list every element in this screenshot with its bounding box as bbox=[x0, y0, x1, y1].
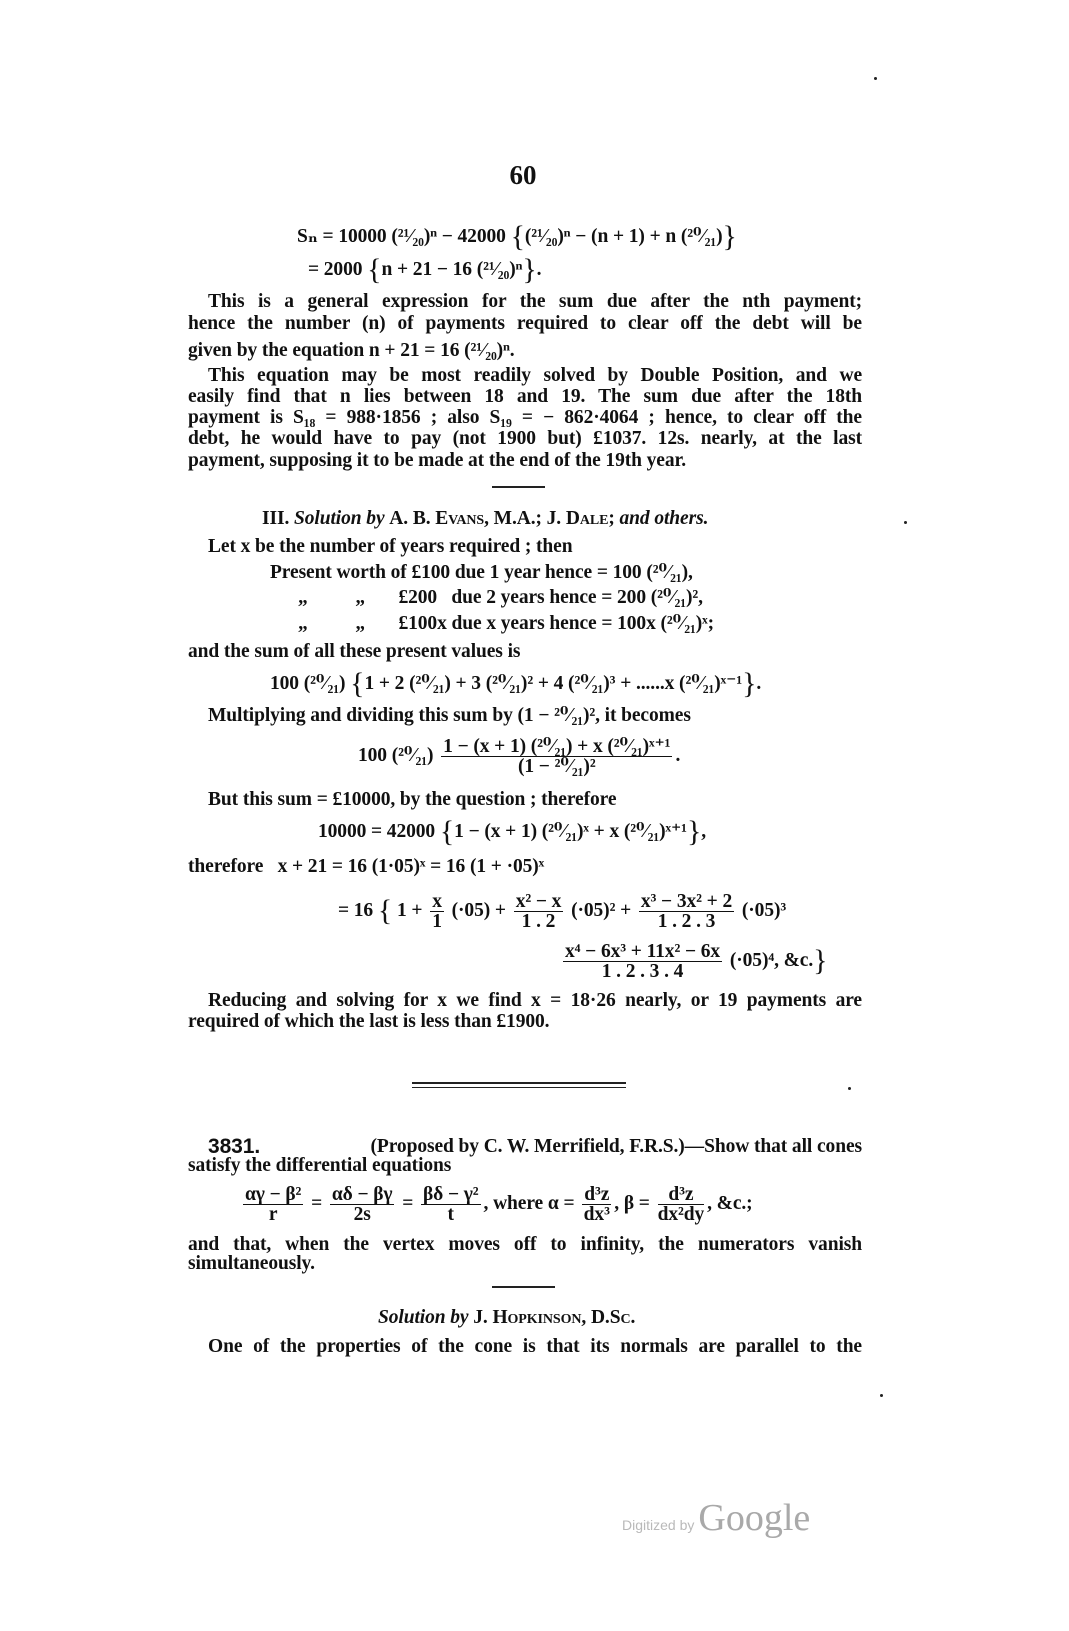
numerator: d³z bbox=[584, 1184, 610, 1205]
solution-number: III. bbox=[262, 508, 290, 529]
author: J. Hopkinson, D.Sc. bbox=[473, 1307, 636, 1328]
etc-text: , &c.; bbox=[707, 1192, 753, 1214]
eq2-brace: n + 21 − 16 (²¹⁄₂₀)ⁿ bbox=[381, 259, 523, 280]
solution-heading-hopkinson bbox=[378, 1307, 635, 1329]
page-number: 60 bbox=[509, 160, 537, 190]
fraction-prefix: 100 (²⁰⁄₂₁) bbox=[358, 744, 434, 766]
paragraph-line: hence the number (n) of payments required to clear off the debt will be bbox=[188, 313, 862, 334]
beta-text: , β = bbox=[614, 1192, 650, 1214]
equation-10000: 10000 = 42000 {1 − (x + 1) (²⁰⁄₂₁)ˣ + x (²⁰⁄₂₁)ˣ⁺¹}, bbox=[318, 815, 707, 848]
double-rule-bottom bbox=[412, 1087, 626, 1088]
eq-brace: 1 − (x + 1) (²⁰⁄₂₁)ˣ + x (²⁰⁄₂₁)ˣ⁺¹ bbox=[454, 821, 687, 842]
denominator: (1 − ²⁰⁄₂₁)² bbox=[517, 756, 596, 777]
paragraph-line: This equation may be most readily solved by Double Position, and we bbox=[208, 365, 862, 386]
eq-prefix: 10000 = 42000 bbox=[318, 821, 436, 842]
numerator: αγ − β² bbox=[245, 1184, 302, 1205]
paragraph-line: Reducing and solving for x we find x = 18·26 nearly, or 19 payments are bbox=[208, 990, 862, 1011]
paragraph-line: Multiplying and dividing this sum by (1 − ²⁰⁄₂₁)², it becomes bbox=[208, 705, 691, 726]
expansion-prefix: = 16 bbox=[338, 899, 374, 921]
scan-speck bbox=[880, 1394, 883, 1397]
paragraph-line: payment, supposing it to be made at the end of the 19th year. bbox=[188, 450, 687, 471]
paragraph-line: simultaneously. bbox=[188, 1253, 315, 1274]
paragraph-line: debt, he would have to pay (not 1900 but) £1037. 12s. nearly, at the last bbox=[188, 428, 862, 449]
present-worth-line: „ „ £100x due x years hence = 100x (²⁰⁄₂₁)ˣ; bbox=[298, 613, 715, 634]
solution-label: Solution by bbox=[378, 1307, 469, 1328]
others: and others. bbox=[619, 508, 709, 529]
numerator: 1 − (x + 1) (²⁰⁄₂₁) + x (²⁰⁄₂₁)ˣ⁺¹ bbox=[443, 736, 671, 757]
eq-sn-lhs: Sₙ = 10000 (²¹⁄₂₀)ⁿ − 42000 bbox=[297, 226, 506, 247]
scan-speck bbox=[848, 1087, 851, 1090]
question-number: 3831. bbox=[208, 1135, 261, 1158]
denominator: t bbox=[447, 1204, 454, 1225]
section-divider bbox=[492, 1286, 555, 1288]
term: (·05)³ bbox=[741, 899, 787, 921]
denominator: 1 . 2 . 3 bbox=[657, 911, 716, 932]
numerator: αδ − βγ bbox=[331, 1184, 393, 1205]
present-worth-line: „ „ £200 due 2 years hence = 200 (²⁰⁄₂₁)², bbox=[298, 587, 703, 608]
denominator: 1 bbox=[432, 911, 442, 932]
equation-sn: Sₙ = 10000 (²¹⁄₂₀)ⁿ − 42000 {(²¹⁄₂₀)ⁿ − (n + 1) + n (²⁰⁄₂₁)} bbox=[297, 220, 737, 253]
eq-sn-brace: (²¹⁄₂₀)ⁿ − (n + 1) + n (²⁰⁄₂₁) bbox=[524, 226, 723, 247]
solution-heading bbox=[262, 508, 708, 530]
denominator: r bbox=[268, 1204, 278, 1225]
paragraph-line: Let x be the number of years required ; then bbox=[208, 536, 573, 557]
scan-speck bbox=[904, 521, 907, 524]
present-worth-line: Present worth of £100 due 1 year hence = 100 (²⁰⁄₂₁), bbox=[270, 562, 693, 583]
numerator: x³ − 3x² + 2 bbox=[640, 891, 733, 912]
numerator: x⁴ − 6x³ + 11x² − 6x bbox=[565, 941, 721, 962]
term: (·05)² + bbox=[571, 899, 632, 921]
series-terms: 1 + 2 (²⁰⁄₂₁) + 3 (²⁰⁄₂₁)² + 4 (²⁰⁄₂₁)³ + ......x (²⁰⁄₂₁)ˣ⁻¹ bbox=[364, 673, 743, 694]
therefore-line: therefore x + 21 = 16 (1·05)ˣ = 16 (1 + ·05)ˣ bbox=[188, 856, 545, 877]
expansion-line-2: $\frac{\text{x⁴ − 6x³ + 11x² − 6x}}{1 . 2 . 3 . 4}$ (·05)⁴, &c.} bbox=[565, 941, 828, 982]
paragraph-line: satisfy the differential equations bbox=[188, 1155, 452, 1176]
equation-sn-simplified: = 2000 {n + 21 − 16 (²¹⁄₂₀)ⁿ}. bbox=[308, 253, 542, 286]
paragraph-line: easily find that n lies between 18 and 19. The sum due after the 18th bbox=[188, 386, 862, 407]
numerator: d³z bbox=[658, 1185, 705, 1205]
paragraph-line: given by the equation n + 21 = 16 (²¹⁄₂₀)ⁿ. bbox=[188, 340, 515, 361]
numerator: βδ − γ² bbox=[422, 1184, 479, 1205]
digitized-by-google-watermark bbox=[622, 1496, 810, 1540]
double-rule-top bbox=[412, 1082, 626, 1084]
denominator: 1 . 2 bbox=[521, 911, 556, 932]
denominator: 2s bbox=[353, 1204, 371, 1225]
expansion-line: = 16 { 1 + $\frac{x}{1}$ (·05) + $\frac{\text{x² − x}}{1 . 2}$ (·05)² + $\frac{\text{x³ − 3x² + 2}}{1 . 2 . 3}$ (·05)³ bbox=[338, 891, 787, 932]
paragraph-line: payment is S₁₈ = 988·1856 ; also S₁₉ = − 862·4064 ; hence, to clear off the bbox=[188, 407, 862, 428]
author: A. B. Evans, M.A.; bbox=[389, 508, 542, 529]
eq2-end: . bbox=[536, 259, 542, 280]
numerator: x bbox=[432, 891, 442, 912]
paragraph-line: required of which the last is less than £1900. bbox=[188, 1011, 550, 1032]
fraction-equation: 100 (²⁰⁄₂₁) $\frac{\text{1 − (x + 1) (²⁰⁄₂₁) + x (²⁰⁄₂₁)ˣ⁺¹}}{\text{(1 − ²⁰⁄₂₁)²}}$ . bbox=[358, 736, 681, 777]
section-divider bbox=[492, 486, 545, 488]
paragraph-line: This is a general expression for the sum due after the nth payment; bbox=[208, 291, 862, 312]
paragraph-line: One of the properties of the cone is that its normals are parallel to the bbox=[208, 1336, 862, 1357]
term: 1 + bbox=[396, 899, 423, 921]
google-logo: Google bbox=[698, 1497, 811, 1539]
paragraph-line: But this sum = £10000, by the question ; therefore bbox=[208, 789, 617, 810]
numerator: x² − x bbox=[515, 891, 562, 912]
where-text: , where α = bbox=[483, 1192, 575, 1214]
denominator: 1 . 2 . 3 . 4 bbox=[601, 961, 684, 982]
series-prefix: 100 (²⁰⁄₂₁) bbox=[270, 673, 346, 694]
differential-equations: $\frac{\text{αγ − β²}}{r}$ = $\frac{\alpha\delta - \beta\gamma}{2s}$ = $\frac{\text{βδ − γ²}}{t}$ , where α = $\frac{\text{d³z}}{\text{dx³}}$ , β = $\frac{\text{d³z}}{\text{dx²dy}}$ , &c.; bbox=[245, 1184, 753, 1225]
author: J. Dale; bbox=[546, 508, 615, 529]
series-equation: 100 (²⁰⁄₂₁) {1 + 2 (²⁰⁄₂₁) + 3 (²⁰⁄₂₁)² + 4 (²⁰⁄₂₁)³ + ......x (²⁰⁄₂₁)ˣ⁻¹}. bbox=[270, 667, 762, 700]
denominator: dx²dy bbox=[657, 1204, 705, 1225]
watermark-digitized-text: Digitized by bbox=[622, 1517, 695, 1533]
scan-speck bbox=[874, 77, 877, 80]
question-text: (Proposed by C. W. Merrifield, F.R.S.)—Show that all cones bbox=[370, 1136, 862, 1157]
eq2-pre: = 2000 bbox=[308, 259, 363, 280]
solution-label: Solution by bbox=[294, 508, 385, 529]
term: (·05)⁴, &c. bbox=[729, 949, 814, 971]
paragraph-line: and that, when the vertex moves off to infinity, the numerators vanish bbox=[188, 1234, 862, 1255]
denominator: dx³ bbox=[583, 1204, 610, 1225]
paragraph-line: and the sum of all these present values is bbox=[188, 641, 521, 662]
term: (·05) + bbox=[451, 899, 506, 921]
